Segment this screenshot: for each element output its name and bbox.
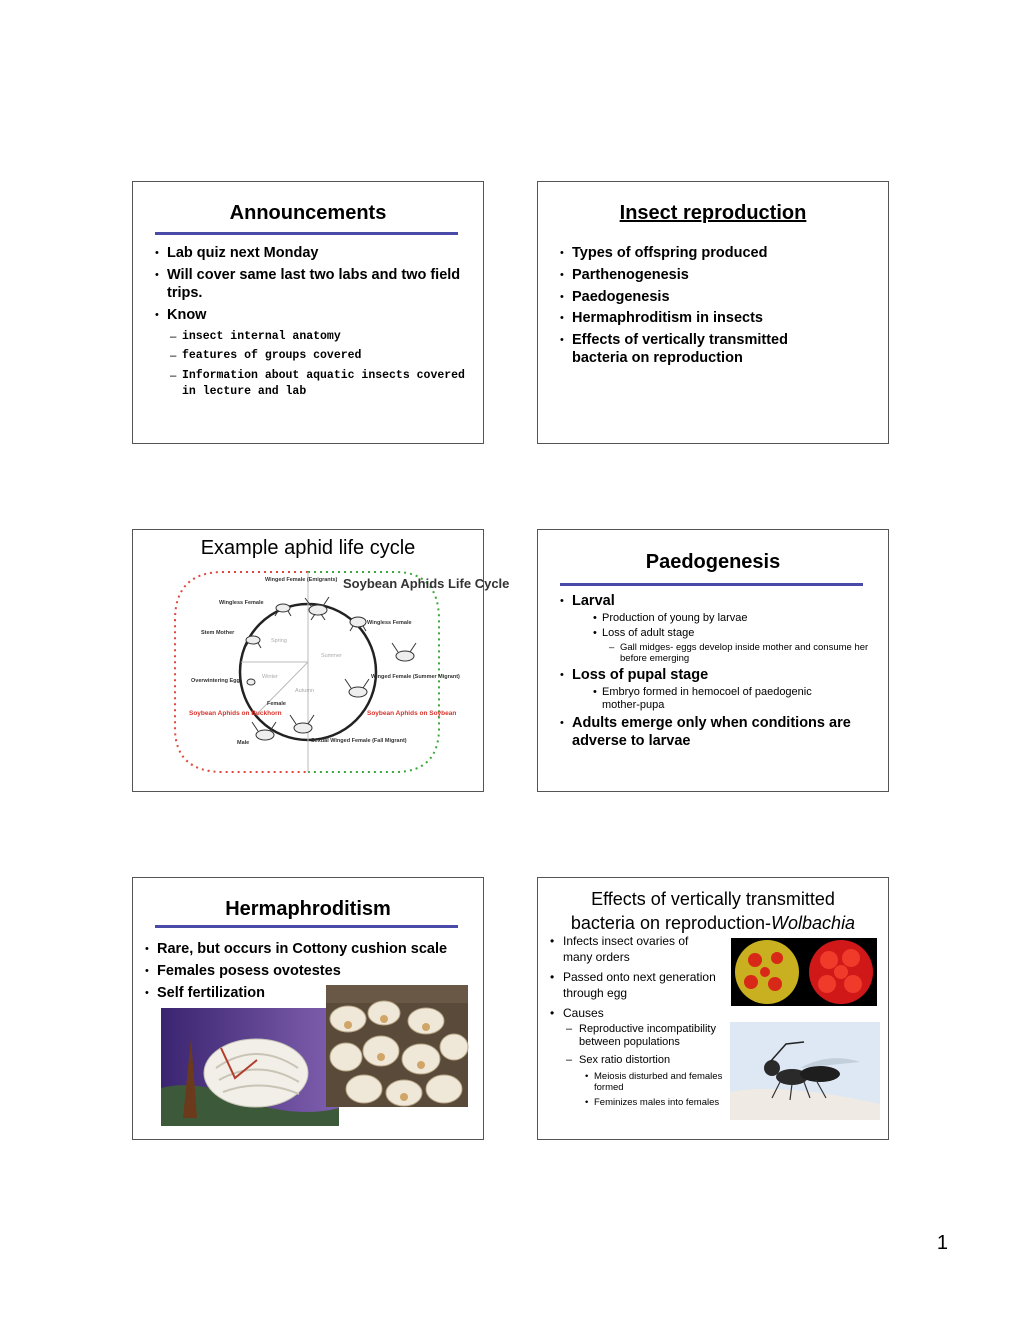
bullet: • Hermaphroditism in insects — [560, 310, 763, 326]
sub-bullet: – insect internal anatomy — [170, 330, 341, 343]
title-rule — [155, 232, 458, 235]
sub-bullet: • Embryo formed in hemocoel of paedogenic mother-pupa — [593, 686, 812, 711]
page-number: 1 — [936, 1232, 948, 1254]
title-rule — [560, 583, 863, 586]
sub-bullet: • Production of young by larvae — [593, 612, 748, 624]
label-spring: Spring — [271, 638, 287, 644]
bullet: • Effects of vertically transmitted bacteria on reproduction — [560, 332, 788, 366]
bullet: • Adults emerge only when conditions are adverse to larvae — [560, 715, 851, 749]
sub-bullet: – Sex ratio distortion — [566, 1054, 671, 1066]
sub-bullet: – Reproductive incompatibility between populations — [566, 1023, 716, 1048]
title-rule — [155, 925, 458, 928]
label-stem-mother: Stem Mother — [201, 630, 235, 636]
label-fall-migrant: Sexual Winged Female (Fall Migrant) — [311, 738, 407, 744]
bullet: • Rare, but occurs in Cottony cushion scale — [145, 941, 448, 957]
label-wingless-right: Wingless Female — [367, 620, 412, 626]
label-male: Male — [237, 740, 250, 746]
sub-sub-bullet: • Meiosis disturbed and females formed — [585, 1071, 723, 1093]
sub-bullet: • Loss of adult stage — [593, 627, 695, 639]
label-soybean: Soybean Aphids on Soybean — [367, 710, 457, 717]
slide-title: Announcements — [229, 202, 387, 224]
bullet: • Females posess ovotestes — [145, 963, 341, 979]
bullet: • Larval — [560, 593, 615, 609]
bullet: • Parthenogenesis — [560, 267, 689, 283]
label-buckthorn: Soybean Aphids on Buckhorn — [189, 710, 282, 717]
slide-insect-reproduction — [537, 181, 889, 444]
bullet: • Loss of pupal stage — [560, 667, 709, 683]
bullet: • Passed onto next generation through egg — [550, 970, 716, 1000]
slide-wolbachia — [537, 877, 889, 1140]
bullet: • Causes — [550, 1006, 604, 1020]
slide-aphid-life-cycle — [132, 529, 510, 792]
label-winter: Winter — [262, 674, 278, 680]
sub-bullet: – Information about aquatic insects covered in lecture and lab — [170, 369, 465, 398]
label-female: Female — [267, 701, 286, 707]
slide-title: Hermaphroditism — [225, 898, 391, 920]
label-winged-summer: Winged Female (Summer Migrant) — [371, 674, 460, 680]
bullet: • Paedogenesis — [560, 289, 670, 305]
slide-hermaphroditism — [132, 877, 484, 1140]
label-wingless-top: Wingless Female — [219, 600, 264, 606]
scale-insects-cluster-photo — [326, 985, 468, 1107]
label-summer: Summer — [321, 653, 342, 659]
slide-paedogenesis — [537, 529, 889, 792]
ovary-micrograph-image — [731, 938, 877, 1006]
bullet: • Types of offspring produced — [560, 245, 768, 261]
cottony-cushion-scale-photo — [161, 1008, 339, 1126]
parasitic-wasp-photo — [730, 1022, 880, 1120]
sub-sub-bullet: • Feminizes males into females — [585, 1097, 720, 1108]
sub-sub-bullet: – Gall midges- eggs develop inside mother and consume her before emerging — [609, 642, 869, 664]
bullet: • Self fertilization — [145, 985, 265, 1001]
aphid-life-cycle-diagram — [133, 530, 510, 793]
svg-text:Soybean Aphids Life Cycle — [343, 576, 509, 591]
diagram-heading: Soybean Aphids Life Cycle — [343, 576, 510, 591]
label-winged-emigrants: Winged Female (Emigrants) — [265, 577, 338, 583]
slide-title: Example aphid life cycle — [200, 537, 416, 559]
bullet: • Will cover same last two labs and two field trips. — [155, 267, 461, 301]
bullet: • Infects insect ovaries of many orders — [550, 934, 689, 964]
sub-bullet: – features of groups covered — [170, 349, 362, 362]
label-autumn: Autumn — [295, 688, 314, 694]
label-overwintering: Overwintering Egg — [191, 678, 240, 684]
slide-title: Paedogenesis — [645, 551, 781, 573]
slide-announcements — [132, 181, 484, 444]
slide-title: Insect reproduction — [619, 202, 807, 224]
bullet: • Know — [155, 307, 207, 323]
slide-title: Effects of vertically transmitted bacteria on reproduction-Wolbachia — [570, 889, 856, 933]
bullet: • Lab quiz next Monday — [155, 245, 319, 261]
